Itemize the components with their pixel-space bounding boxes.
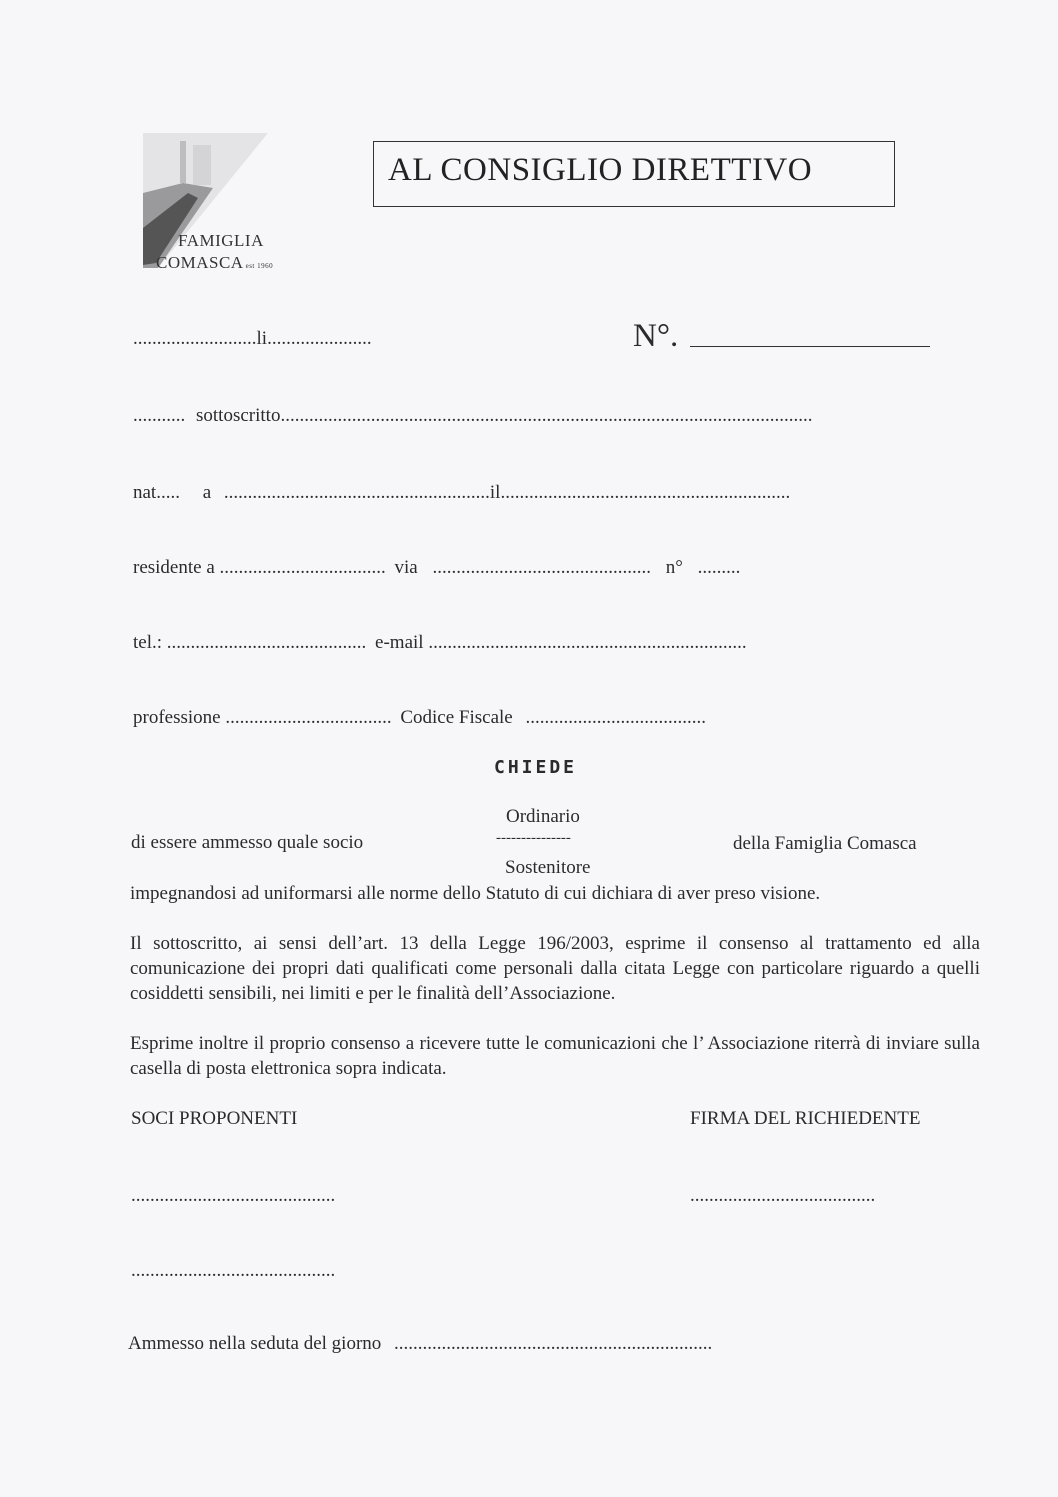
ammesso-label: Ammesso nella seduta del giorno	[128, 1333, 382, 1354]
email-dots[interactable]: ...................................................................	[428, 632, 747, 653]
tel-email-line[interactable]	[133, 632, 747, 654]
email-consent-paragraph: Esprime inoltre il proprio consenso a ricevere tutte le comunicazioni che l’ Associazione riterrà di inviare sulla casella di posta elettronica sopra indicata.	[130, 1033, 980, 1079]
nato-il-label: il	[489, 482, 501, 503]
civic-number-dots[interactable]: .........	[697, 557, 741, 578]
socio-proponente-1-dots[interactable]: ...........................................	[131, 1185, 336, 1206]
socio-option-sostenitore[interactable]: Sostenitore	[505, 857, 591, 878]
logo-name-comasca: COMASCA	[156, 253, 244, 272]
numero-field-line[interactable]	[690, 346, 930, 347]
sottoscritto-line[interactable]	[133, 405, 812, 427]
email-label: e-mail	[375, 632, 424, 653]
soci-proponenti-label: SOCI PROPONENTI	[131, 1108, 298, 1129]
tel-label: tel.:	[133, 632, 163, 653]
date-dots[interactable]: ......................	[267, 328, 372, 349]
residente-line[interactable]	[133, 557, 740, 579]
codice-fiscale-label: Codice Fiscale	[400, 707, 513, 728]
birthplace-dots[interactable]: ........................................................	[223, 482, 490, 503]
socio-text-right: della Famiglia Comasca	[733, 833, 917, 854]
date-line[interactable]	[133, 328, 372, 350]
socio-text-left: di essere ammesso quale socio	[131, 832, 364, 853]
sottoscritto-label: sottoscritto	[196, 405, 281, 426]
civic-number-label: n°	[665, 557, 683, 578]
street-dots[interactable]: ..............................................	[432, 557, 651, 578]
socio-separator: ---------------	[496, 830, 571, 846]
nato-a-label: a	[202, 482, 212, 503]
logo-graphic	[138, 133, 288, 273]
via-label: via	[394, 557, 418, 578]
numero-label: N°.	[633, 318, 679, 354]
professione-label: professione	[133, 707, 221, 728]
privacy-consent-paragraph: Il sottoscritto, ai sensi dell’art. 13 della Legge 196/2003, esprime il consenso al trattamento ed alla comunicazione dei propri dati qualificati come personali dalla citata Legge con particolare riguardo a quelli cosiddetti sensibili, nei limiti e per le finalità dell’Associazione.	[130, 933, 980, 1004]
sottoscritto-prefix-dots[interactable]: ...........	[133, 405, 186, 426]
firma-richiedente-label: FIRMA DEL RICHIEDENTE	[690, 1108, 921, 1129]
nato-label: nat.....	[133, 482, 180, 503]
residente-label: residente a	[133, 557, 215, 578]
place-dots[interactable]: ..........................	[133, 328, 257, 349]
logo-name-line2	[156, 253, 273, 273]
birthdate-dots[interactable]: .............................................................	[500, 482, 791, 503]
firma-richiedente-dots[interactable]: .......................................	[690, 1185, 876, 1206]
ammesso-date-dots[interactable]: ...................................................................	[394, 1333, 713, 1354]
professione-dots[interactable]: ...................................	[225, 707, 392, 728]
li-label: li	[256, 328, 268, 349]
sottoscritto-dots[interactable]: ................................................................................................................	[280, 405, 813, 426]
city-dots[interactable]: ...................................	[219, 557, 386, 578]
famiglia-comasca-logo	[138, 133, 288, 273]
page-title: AL CONSIGLIO DIRETTIVO	[388, 152, 813, 188]
socio-option-ordinario[interactable]: Ordinario	[506, 806, 580, 827]
socio-proponente-2-dots[interactable]: ...........................................	[131, 1260, 336, 1281]
title-box	[373, 141, 895, 207]
tel-dots[interactable]: ..........................................	[166, 632, 367, 653]
logo-est-year: est 1960	[245, 262, 274, 270]
chiede-heading: CHIEDE	[494, 757, 578, 778]
ammesso-line[interactable]	[128, 1333, 712, 1355]
codice-fiscale-dots[interactable]: ......................................	[525, 707, 706, 728]
logo-name-line1: FAMIGLIA	[178, 231, 264, 250]
nato-line[interactable]	[133, 482, 790, 504]
statuto-paragraph: impegnandosi ad uniformarsi alle norme dello Statuto di cui dichiara di aver preso visione.	[130, 883, 821, 904]
professione-line[interactable]	[133, 707, 706, 729]
